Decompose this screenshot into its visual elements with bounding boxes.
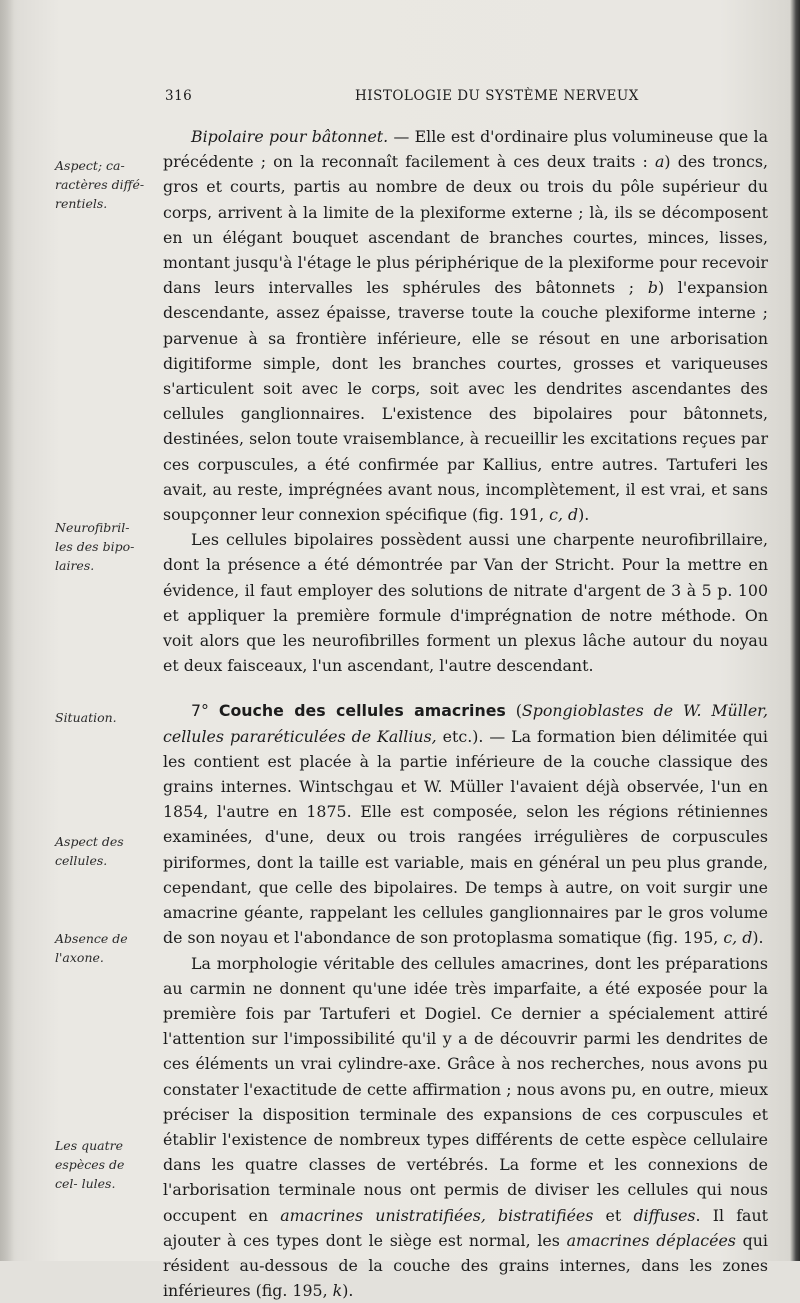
text-run-italic: a xyxy=(655,152,664,171)
text-run-italic: Spongioblastes de W. Müller, cellules pararéticulées de Kallius, xyxy=(163,701,768,745)
text-run-italic: c, d xyxy=(549,505,578,524)
text-run: ). xyxy=(752,928,763,947)
section-number: 7° xyxy=(191,701,209,720)
running-title: HISTOLOGIE DU SYSTÈME NERVEUX xyxy=(355,88,639,104)
page-header xyxy=(165,88,765,108)
text-run: et xyxy=(593,1206,633,1225)
text-run-italic: diffuses xyxy=(633,1206,695,1225)
margin-note-absence-axone: Absence de l'axone. xyxy=(55,929,147,967)
body-text xyxy=(163,124,768,1303)
text-run-italic: amacrines déplacées xyxy=(567,1231,736,1250)
text-run-italic: b xyxy=(648,278,658,297)
text-run: ) l'expansion descendante, assez épaisse, traverse toute la couche plexiforme interne ; parvenue à sa frontière inférieure, elle se résout en une arborisation digitiforme simple, dont les branches courtes, grosses et variqueuses s'articulent soit avec le corps, soit avec les dendrites ascendantes des cellules ganglionnaires. L'existence des bipolaires pour bâtonnets, destinées, selon toute vraisemblance, à recueillir les excitations reçues par ces corpuscules, a été confirmée par Kallius, entre autres. Tartuferi les avait, au reste, imprégnées avant nous, incomplètement, il est vrai, et sans soupçonner leur connexion spécifique (fig. 191, xyxy=(163,278,768,524)
text-run: ( xyxy=(506,701,522,720)
margin-note-situation: Situation. xyxy=(55,708,147,727)
paragraph-lead: Bipolaire pour bâtonnet. xyxy=(191,127,388,146)
paragraph-neurofibrilles: Les cellules bipolaires possèdent aussi une charpente neurofibrillaire, dont la présence a été démontrée par Van der Stricht. Pour la mettre en évidence, il faut employer des solutions de nitrate d'argent de 3 à 5 p. 100 et appliquer la première formule d'imprégnation de notre méthode. On voit alors que les neurofibrilles forment un plexus lâche autour du noyau et deux faisceaux, l'un ascendant, l'autre descendant. xyxy=(163,527,768,678)
paragraph-couche-amacrines xyxy=(163,698,768,950)
margin-note-quatre-especes: Les quatre espèces de cel- lules. xyxy=(55,1136,147,1193)
page-number: 316 xyxy=(165,88,192,104)
spine-shadow xyxy=(0,0,14,1261)
text-run: . Il faut ajouter à ces types dont le siège est normal, les xyxy=(163,1206,768,1250)
margin-note-aspect-cellules: Aspect des cellules. xyxy=(55,832,147,870)
text-run: qui résident au-dessous de la couche des grains internes, dans les zones inférieures (fig. 195, xyxy=(163,1231,768,1300)
text-run: ). xyxy=(578,505,589,524)
paragraph-bipolaire-batonnet xyxy=(163,124,768,527)
text-run: etc.). — La formation bien délimitée qui les contient est placée à la partie inférieure de la couche classique des grains internes. Wintschgau et W. Müller l'avaient déjà observée, l'un en 1854, l'autre en 1875. Elle est composée, selon les régions rétiniennes examinées, d'une, deux ou trois rangées irrégulières de corpuscules piriformes, dont la taille est variable, mais en général un peu plus grande, cependant, que celle des bipolaires. De temps à autre, on voit surgir une amacrine géante, rappelant les cellules ganglionnaires par le gros volume de son noyau et l'abondance de son protoplasma somatique (fig. 195, xyxy=(163,727,768,948)
text-run: ). xyxy=(342,1281,353,1300)
paragraph-morphologie-amacrines xyxy=(163,951,768,1303)
text-run-italic: amacrines unistratifiées, bistratifiées xyxy=(280,1206,593,1225)
section-title: Couche des cellules amacrines xyxy=(219,701,506,720)
margin-note-aspect: Aspect; ca- ractères diffé- rentiels. xyxy=(55,156,147,213)
text-run: — Elle est d'ordinaire plus volumineuse que la précédente ; on la reconnaît facilement à ces deux traits : xyxy=(163,127,768,171)
text-run-italic: k xyxy=(333,1281,343,1300)
text-run: ) des troncs, gros et courts, partis au nombre de deux ou trois du pôle supérieur du corps, arrivent à la limite de la plexiforme externe ; là, ils se décomposent en un élégant bouquet ascendant de branches courtes, minces, lisses, montant jusqu'à l'étage le plus périphérique de la plexiforme pour recevoir dans leurs intervalles les sphérules des bâtonnets ; xyxy=(163,152,768,297)
margin-note-neurofibrilles: Neurofibril- les des bipo- laires. xyxy=(55,518,147,575)
text-run: La morphologie véritable des cellules amacrines, dont les préparations au carmin ne donnent qu'une idée très imparfaite, a été exposée pour la première fois par Tartuferi et Dogiel. Ce dernier a spécialement attiré l'attention sur l'impossibilité qu'il y a de découvrir parmi les dendrites de ces éléments un vrai cylindre-axe. Grâce à nos recherches, nous avons pu constater l'exactitude de cette affirmation ; nous avons pu, en outre, mieux préciser la disposition terminale des expansions de ces corpuscules et établir l'existence de nombreux types différents de cette espèce cellulaire dans les quatre classes de vertébrés. La forme et les connexions de l'arborisation terminale nous ont permis de diviser les cellules qui nous occupent en xyxy=(163,954,768,1225)
text-run-italic: c, d xyxy=(723,928,752,947)
